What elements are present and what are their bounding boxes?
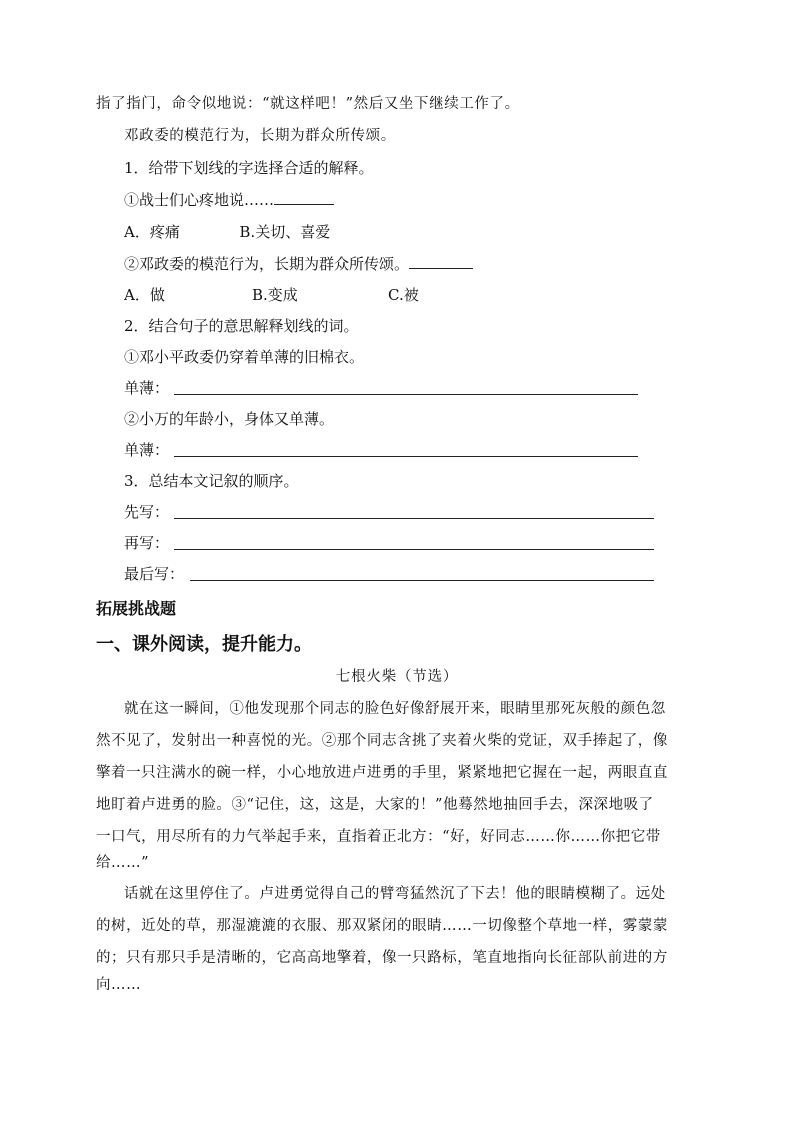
question-2-prompt: 2．结合句子的意思解释划线的词。 [124,317,359,335]
question-3-prompt: 3．总结本文记叙的顺序。 [124,472,299,490]
option-b: B.变成 [252,286,298,304]
option-a: A．做 [124,286,165,304]
reading-title: 七根火柴（节选） [335,669,459,685]
section-subtitle: 一、课外阅读，提升能力。 [96,634,312,655]
reading-line: 擎着一只注满水的碗一样，小心地放进卢进勇的手里，紧紧地把它握在一起，两眼直直 [96,765,668,781]
section-title: 拓展挑战题 [96,599,177,618]
question-text: ②邓政委的模范行为，长期为群众所传颂。 [124,255,410,273]
answer-line[interactable] [174,456,638,457]
question-1-item-1 [124,190,334,210]
answer-blank[interactable] [409,254,473,269]
reading-line: 就在这一瞬间，①他发现那个同志的脸色好像舒展开来，眼睛里那死灰般的颜色忽 [124,701,666,717]
answer-line[interactable] [174,518,654,519]
question-1-options-1 [124,222,330,242]
answer-line[interactable] [174,394,638,395]
reading-line: 话就在这里停住了。卢进勇觉得自己的臂弯猛然沉了下去！他的眼睛模糊了。远处 [124,886,666,902]
reading-line: 给……” [96,855,150,871]
answer-line[interactable] [190,580,654,581]
passage-line: 邓政委的模范行为，长期为群众所传颂。 [124,128,396,144]
reading-line: 然不见了，发射出一种喜悦的光。②那个同志含挑了夹着火柴的党证，双手捧起了，像 [96,733,668,749]
question-1-options-2 [124,285,419,305]
option-c: C.被 [388,286,419,304]
answer-label: 最后写： [124,565,185,583]
answer-label: 再写： [124,534,170,552]
question-2-item-1: ①邓小平政委仍穿着单薄的旧棉衣。 [124,348,365,366]
answer-label: 先写： [124,503,170,521]
answer-label: 单薄： [124,379,170,397]
option-a: A．疼痛 [124,223,180,241]
answer-blank[interactable] [274,190,334,205]
answer-label: 单薄： [124,441,170,459]
reading-line: 的树，近处的草，那湿漉漉的衣服、那双紧闭的眼睛……一切像整个草地一样，雾蒙蒙 [96,918,668,934]
question-2-item-2: ②小万的年龄小，身体又单薄。 [124,410,335,428]
question-1-item-2 [124,254,473,274]
reading-line: 向…… [96,977,142,993]
question-text: ①战士们心疼地说…… [124,191,275,209]
answer-line[interactable] [174,549,654,550]
passage-line: 指了指门，命令似地说：“就这样吧！”然后又坐下继续工作了。 [96,96,520,112]
option-b: B.关切、喜爱 [239,223,331,241]
reading-line: 地盯着卢进勇的脸。③“记住，这，这是，大家的！”他蓦然地抽回手去，深深地吸了 [96,797,654,813]
question-1-prompt: 1．给带下划线的字选择合适的解释。 [124,159,374,177]
reading-line: 的；只有那只手是清晰的，它高高地擎着，像一只路标，笔直地指向长征部队前进的方 [96,950,668,966]
reading-line: 一口气，用尽所有的力气举起手来，直指着正北方：“好，好同志……你……你把它带 [96,829,661,845]
